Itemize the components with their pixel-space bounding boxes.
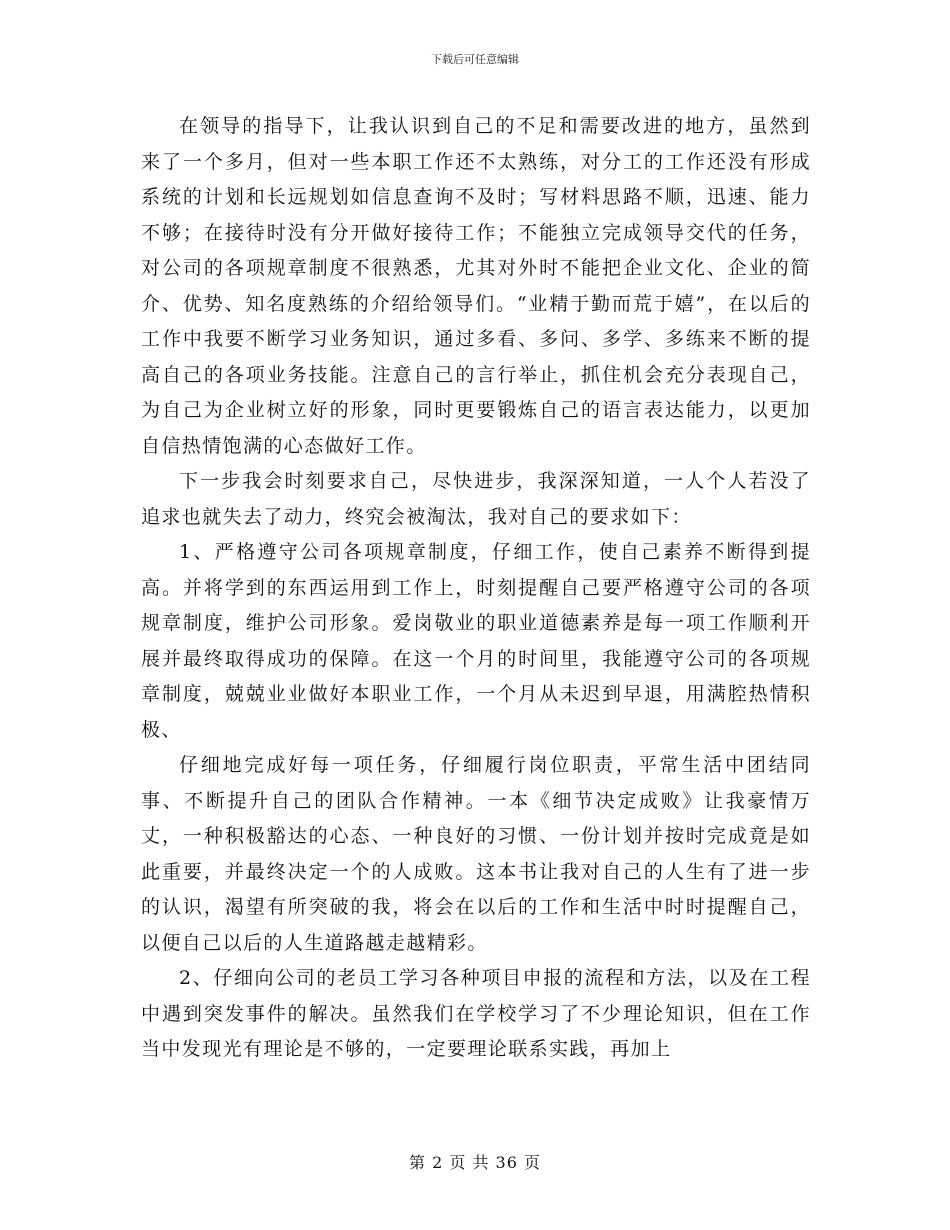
page-number-footer: 第 2 页 共 36 页 xyxy=(409,1153,541,1172)
document-body xyxy=(141,109,811,1068)
paragraph-5: 2、仔细向公司的老员工学习各种项目申报的流程和方法，以及在工程中遇到突发事件的解决。虽然我们在学校学习了不少理论知识，但在工作当中发现光有理论是不够的，一定要理论联系实践，再加上 xyxy=(141,967,811,1060)
paragraph-3: 1、严格遵守公司各项规章制度，仔细工作，使自己素养不断得到提高。并将学到的东西运用到工作上，时刻提醒自己要严格遵守公司的各项规章制度，维护公司形象。爱岗敬业的职业道德素养是每一项工作顺利开展并最终取得成功的保障。在这一个月的时间里，我能遵守公司的各项规章制度，兢兢业业做好本职业工作，一个月从未迟到早退，用满腔热情积极、 xyxy=(141,541,811,741)
paragraph-2: 下一步我会时刻要求自己，尽快进步，我深深知道，一人个人若没了追求也就失去了动力，终究会被淘汰，我对自己的要求如下： xyxy=(141,470,811,528)
paragraph-1: 在领导的指导下，让我认识到自己的不足和需要改进的地方，虽然到来了一个多月，但对一些本职工作还不太熟练，对分工的工作还没有形成系统的计划和长远规划如信息查询不及时；写材料思路不顺，迅速、能力不够；在接待时没有分开做好接待工作；不能独立完成领导交代的任务，对公司的各项规章制度不很熟悉，尤其对外时不能把企业文化、企业的简介、优势、知名度熟练的介绍给领导们。“业精于勤而荒于嬉”，在以后的工作中我要不断学习业务知识，通过多看、多问、多学、多练来不断的提高自己的各项业务技能。注意自己的言行举止，抓住机会充分表现自己，为自己为企业树立好的形象，同时更要锻炼自己的语言表达能力，以更加自信热情饱满的心态做好工作。 xyxy=(141,115,811,457)
paragraph-4: 仔细地完成好每一项任务，仔细履行岗位职责，平常生活中团结同事、不断提升自己的团队合作精神。一本《细节决定成败》让我豪情万丈，一种积极豁达的心态、一种良好的习惯、一份计划并按时完成竟是如此重要，并最终决定一个的人成败。这本书让我对自己的人生有了进一步的认识，渴望有所突破的我，将会在以后的工作和生活中时时提醒自己，以便自己以后的人生道路越走越精彩。 xyxy=(141,754,811,954)
page-header: 下载后可任意编辑 xyxy=(431,53,519,66)
